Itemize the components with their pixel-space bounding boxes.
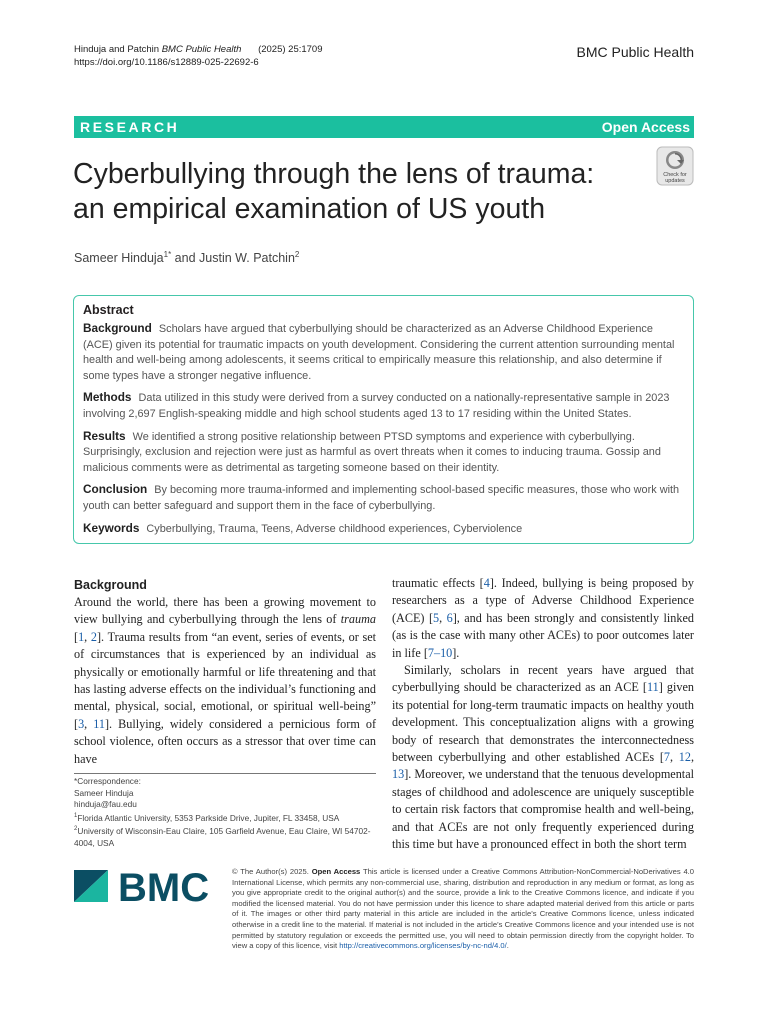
text-run: traumatic effects [: [392, 576, 484, 590]
author-1-affiliation: 1*: [163, 250, 172, 259]
citation-link[interactable]: 13: [392, 767, 405, 782]
body-paragraph-3: [392, 662, 694, 853]
author-conjunction: and: [171, 251, 200, 266]
affiliation-1: [74, 811, 376, 824]
abstract-background-label: Background: [83, 321, 152, 335]
abstract-results-text: We identified a strong positive relationship between PTSD symptoms and experience with cyberbullying. Surprisingly, exclusion and rejection were just as harmful as overt threats when it comes to inducing trauma. Gossip and malicious comments were as detrimental as targeting someone based on their identity.: [83, 430, 661, 474]
article-type-banner: [74, 116, 694, 138]
text-run: Around the world, there has been a growing movement to view bullying and cyberbullying through the lens of: [74, 595, 376, 627]
author-2-affiliation: 2: [294, 250, 300, 259]
citation-link[interactable]: 7: [663, 750, 670, 765]
text-run: ]. Trauma results from “an event, series of events, or set of circumstances that is experienced by an individual as physically or emotionally harmful or life threatening and that has lasting adverse effects on the individual’s functioning and mental, physical, social, emotional, or spiritual well-being” [: [74, 629, 376, 731]
citation-link[interactable]: 1: [78, 629, 85, 644]
text-run: ] given its potential for long-term traumatic impacts on healthy youth development. This conceptualization aligns with a growing body of research that demonstrates the interconnectedness between cyberbullying and other established ACEs [: [392, 680, 695, 765]
bmc-logo-text: BMC: [118, 868, 210, 904]
license-open-access: Open Access: [311, 867, 361, 876]
author-1[interactable]: Sameer Hinduja: [74, 251, 164, 266]
journal-name: BMC Public Health: [576, 44, 694, 60]
abstract-heading: Abstract: [83, 303, 134, 317]
body-paragraph-1: [74, 594, 376, 768]
abstract-keywords-text: Cyberbullying, Trauma, Teens, Adverse childhood experiences, Cyberviolence: [146, 522, 523, 535]
header-authors: Hinduja and Patchin: [74, 44, 160, 55]
citation-link[interactable]: 6: [446, 610, 453, 625]
correspondence-email[interactable]: hinduja@fau.edu: [74, 799, 137, 810]
correspondence-label: *Correspondence:: [74, 776, 141, 786]
abstract-methods: [83, 390, 683, 422]
license-statement: [232, 867, 694, 952]
affiliation-2: [74, 824, 376, 849]
citation-link[interactable]: 4: [483, 576, 490, 590]
text-run: ].: [452, 645, 460, 660]
affiliation-1-text: Florida Atlantic University, 5353 Parkside Drive, Jupiter, FL 33458, USA: [77, 812, 340, 823]
abstract-conclusion: [83, 482, 683, 514]
body-left-column: [74, 577, 376, 768]
text-run: ,: [690, 750, 694, 765]
text-run: ,: [670, 750, 679, 765]
abstract-background-text: Scholars have argued that cyberbullying should be characterized as an Adverse Childhood Experience (ACE) given its potential for traumatic impacts on youth development. Considering the current attention surrounding mental health and well-being among adolescents, it seems critical to empirically measure this relationship, and also determine if some types have a stronger negative influence.: [83, 323, 675, 382]
abstract-methods-text: Data utilized in this study were derived from a survey conducted on a nationally-representative sample in 2023 involving 2,697 English-speaking middle and high school students aged 13 to 17 residing within the United States.: [83, 392, 670, 420]
citation-link[interactable]: 12: [678, 750, 691, 765]
license-text: This article is licensed under a Creative Commons Attribution-NonCommercial-NoDerivatives 4.0 International License, which permits any non-commercial use, sharing, distribution and reproduction in any medium or format, as long as you give appropriate credit to the original author(s) and the source, provide a link to the Creative Commons licence, and indicate if you modified the licensed material. You do not have permission under this licence to share adapted material derived from this article or parts of it. The images or other third party material in this article are included in the article’s Creative Commons licence, unless indicated otherwise in a credit line to the material. If material is not included in the article’s Creative Commons licence and your intended use is not permitted by statutory regulation or exceeds the permitted use, you will need to obtain permission directly from the copyright holder. To view a copy of this licence, visit: [232, 867, 694, 951]
author-2[interactable]: Justin W. Patchin: [199, 251, 295, 266]
citation-link[interactable]: 3: [78, 716, 85, 731]
check-updates-line2: updates: [665, 178, 685, 184]
citation-link[interactable]: 2: [90, 629, 97, 644]
correspondence-footnote: [74, 773, 376, 849]
abstract-keywords-label: Keywords: [83, 520, 140, 535]
text-run: [: [74, 629, 79, 644]
text-emphasis: trauma: [340, 612, 376, 627]
license-copyright: © The Author(s) 2025.: [232, 867, 309, 876]
abstract-box: [73, 295, 694, 544]
doi-link[interactable]: https://doi.org/10.1186/s12889-025-22692-6: [74, 57, 259, 68]
affiliation-2-text: University of Wisconsin-Eau Claire, 105 Garfield Avenue, Eau Claire, WI 54702-4004, USA: [74, 825, 371, 848]
bmc-logo: [74, 868, 214, 904]
body-paragraph-2: [392, 575, 694, 662]
text-run: ,: [84, 629, 91, 644]
citation-link[interactable]: 11: [93, 716, 105, 731]
header-year-volume: (2025) 25:1709: [258, 44, 323, 55]
check-updates-line1: Check for: [663, 172, 687, 178]
article-citation: [74, 44, 323, 57]
license-end: .: [506, 941, 509, 951]
text-run: ]. Bullying, widely considered a pernicious form of school violence, often occurs as a stressor that over time can have: [74, 716, 376, 766]
text-run: ,: [84, 716, 94, 731]
license-link[interactable]: http://creativecommons.org/licenses/by-nc-nd/4.0/: [339, 941, 507, 951]
citation-link[interactable]: 7–10: [427, 645, 453, 660]
text-run: ,: [439, 610, 447, 625]
background-heading: Background: [74, 578, 147, 592]
abstract-conclusion-label: Conclusion: [83, 482, 148, 497]
text-run: ]. Indeed, bullying is being proposed by researchers as a type of Adverse Childhood Experience (ACE) [: [392, 576, 694, 625]
text-run: Similarly, scholars in recent years have argued that cyberbullying should be characterized as an ACE [: [392, 663, 694, 695]
abstract-methods-label: Methods: [83, 390, 132, 405]
abstract-background: [83, 321, 683, 384]
text-run: ]. Moreover, we understand that the tenuous developmental stages of childhood and adolescence are uniquely susceptible to certain risk factors that compromise health and well-being, and that ACEs are not only frequently experienced during this time but have a pronounced effect in both the short term: [392, 767, 694, 852]
abstract-results-label: Results: [83, 428, 126, 443]
article-type-label: RESEARCH: [80, 119, 180, 135]
abstract-results: [83, 429, 683, 477]
open-access-label: Open Access: [601, 119, 690, 135]
abstract-keywords: [83, 521, 683, 538]
check-for-updates-icon[interactable]: [655, 146, 695, 186]
author-list: [74, 250, 299, 265]
header-journal: BMC Public Health: [161, 44, 242, 55]
abstract-conclusion-text: By becoming more trauma-informed and implementing school-based specific measures, those who work with youth can better safeguard and support them in the face of cyberbullying.: [83, 484, 680, 512]
text-run: ], and has been strongly and consistently linked (as is the case with many other ACEs) to poor outcomes later in life [: [392, 610, 694, 660]
article-title: Cyberbullying through the lens of trauma: an empirical examination of US youth: [73, 158, 595, 225]
affiliation-1-number: 1: [74, 812, 78, 819]
affiliation-2-number: 2: [74, 826, 78, 833]
citation-link[interactable]: 5: [433, 610, 440, 625]
body-right-column: [392, 575, 694, 854]
correspondence-name: Sameer Hinduja: [74, 787, 134, 798]
citation-link[interactable]: 11: [646, 680, 659, 695]
